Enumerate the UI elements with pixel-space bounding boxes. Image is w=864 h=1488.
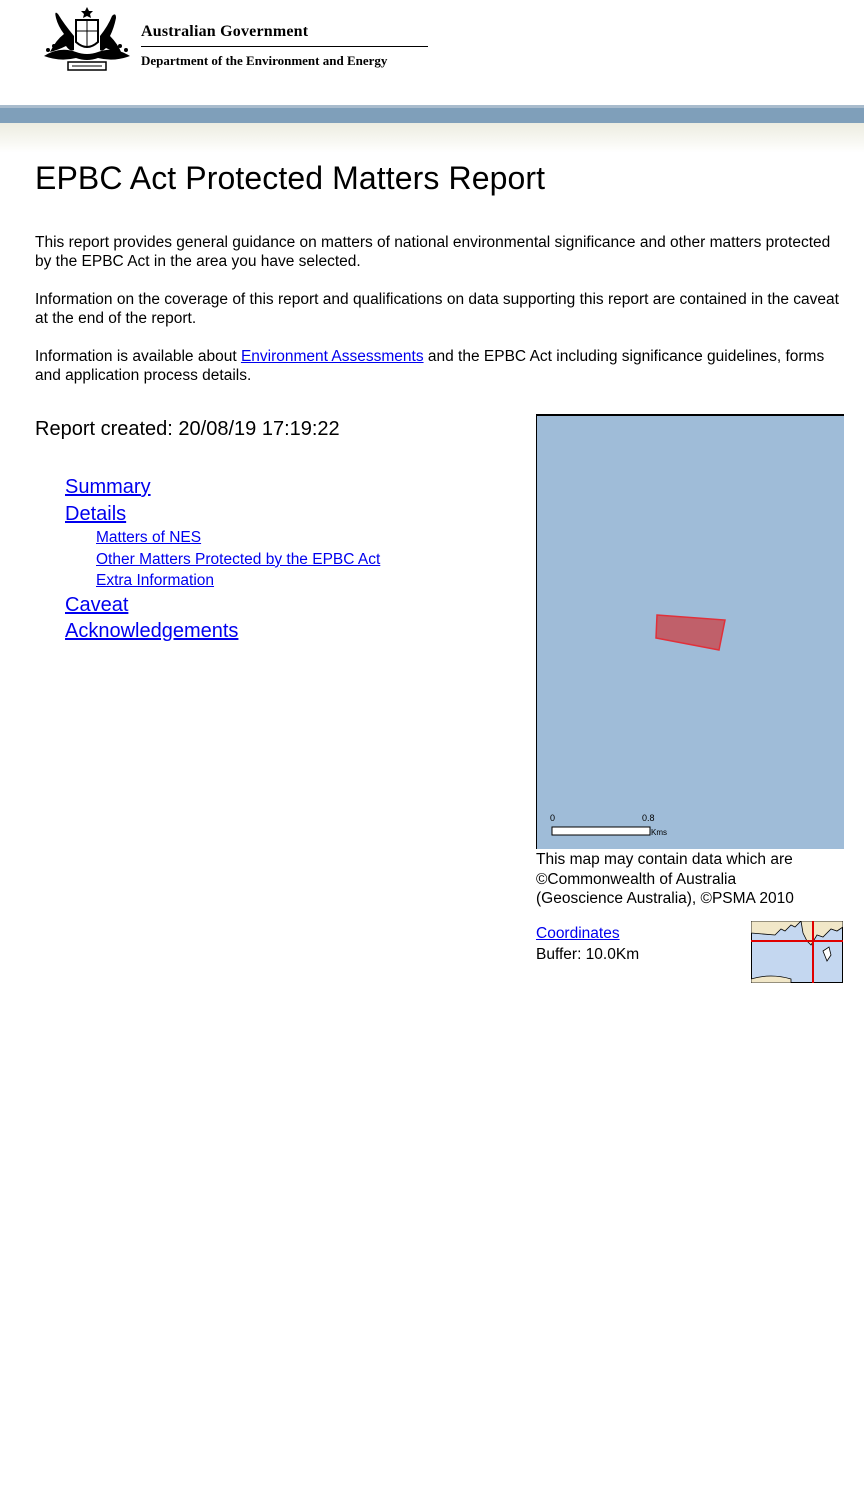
map-credit-line-3: (Geoscience Australia), ©PSMA 2010	[536, 890, 794, 907]
toc-matters-nes-link[interactable]: Matters of NES	[96, 529, 202, 546]
report-created: Report created: 20/08/19 17:19:22	[35, 418, 340, 440]
coordinates-link[interactable]: Coordinates	[536, 925, 620, 942]
buffer-label: Buffer: 10.0Km	[536, 946, 640, 963]
table-of-contents	[65, 474, 380, 645]
scale-unit-label: Kms	[651, 828, 667, 837]
map-credit	[536, 850, 836, 909]
scale-label-start: 0	[550, 813, 556, 823]
header-banner	[0, 108, 864, 123]
site-header	[0, 0, 864, 105]
scale-bar	[552, 827, 650, 835]
australia-inset-map	[751, 921, 843, 983]
toc-extra-info-link[interactable]: Extra Information	[96, 572, 215, 589]
banner-fade	[0, 123, 864, 153]
toc-caveat-link[interactable]: Caveat	[65, 593, 129, 616]
location-map	[536, 414, 844, 849]
intro-text-before-link: Information is available about	[35, 348, 241, 365]
header-divider	[141, 46, 428, 47]
government-name: Australian Government	[141, 23, 309, 40]
department-name: Department of the Environment and Energy	[141, 53, 388, 68]
toc-details-link[interactable]: Details	[65, 502, 127, 525]
map-credit-line-2: ©Commonwealth of Australia	[536, 870, 737, 888]
coat-of-arms-icon	[40, 6, 134, 72]
intro-paragraph-2: Information on the coverage of this report and qualifications on data supporting this report are contained in the caveat at the end of the report.	[35, 291, 839, 327]
intro-paragraph-3	[35, 347, 845, 385]
map-credit-line-1: This map may contain data which are	[536, 851, 793, 868]
page-title: EPBC Act Protected Matters Report	[35, 160, 546, 196]
map-graphic	[537, 416, 844, 849]
selected-area-polygon	[656, 615, 725, 650]
toc-other-matters-link[interactable]: Other Matters Protected by the EPBC Act	[96, 550, 381, 568]
toc-acknowledgements-link[interactable]: Acknowledgements	[65, 620, 239, 642]
intro-paragraph-1: This report provides general guidance on matters of national environmental significance and other matters protected by the EPBC Act in the area you have selected.	[35, 234, 831, 270]
intro-text-after-link: and the EPBC Act including significance guidelines, forms and application process details.	[35, 348, 825, 384]
environment-assessments-link[interactable]: Environment Assessments	[240, 348, 424, 365]
scale-label-end: 0.8	[642, 813, 655, 823]
toc-summary-link[interactable]: Summary	[65, 476, 151, 498]
